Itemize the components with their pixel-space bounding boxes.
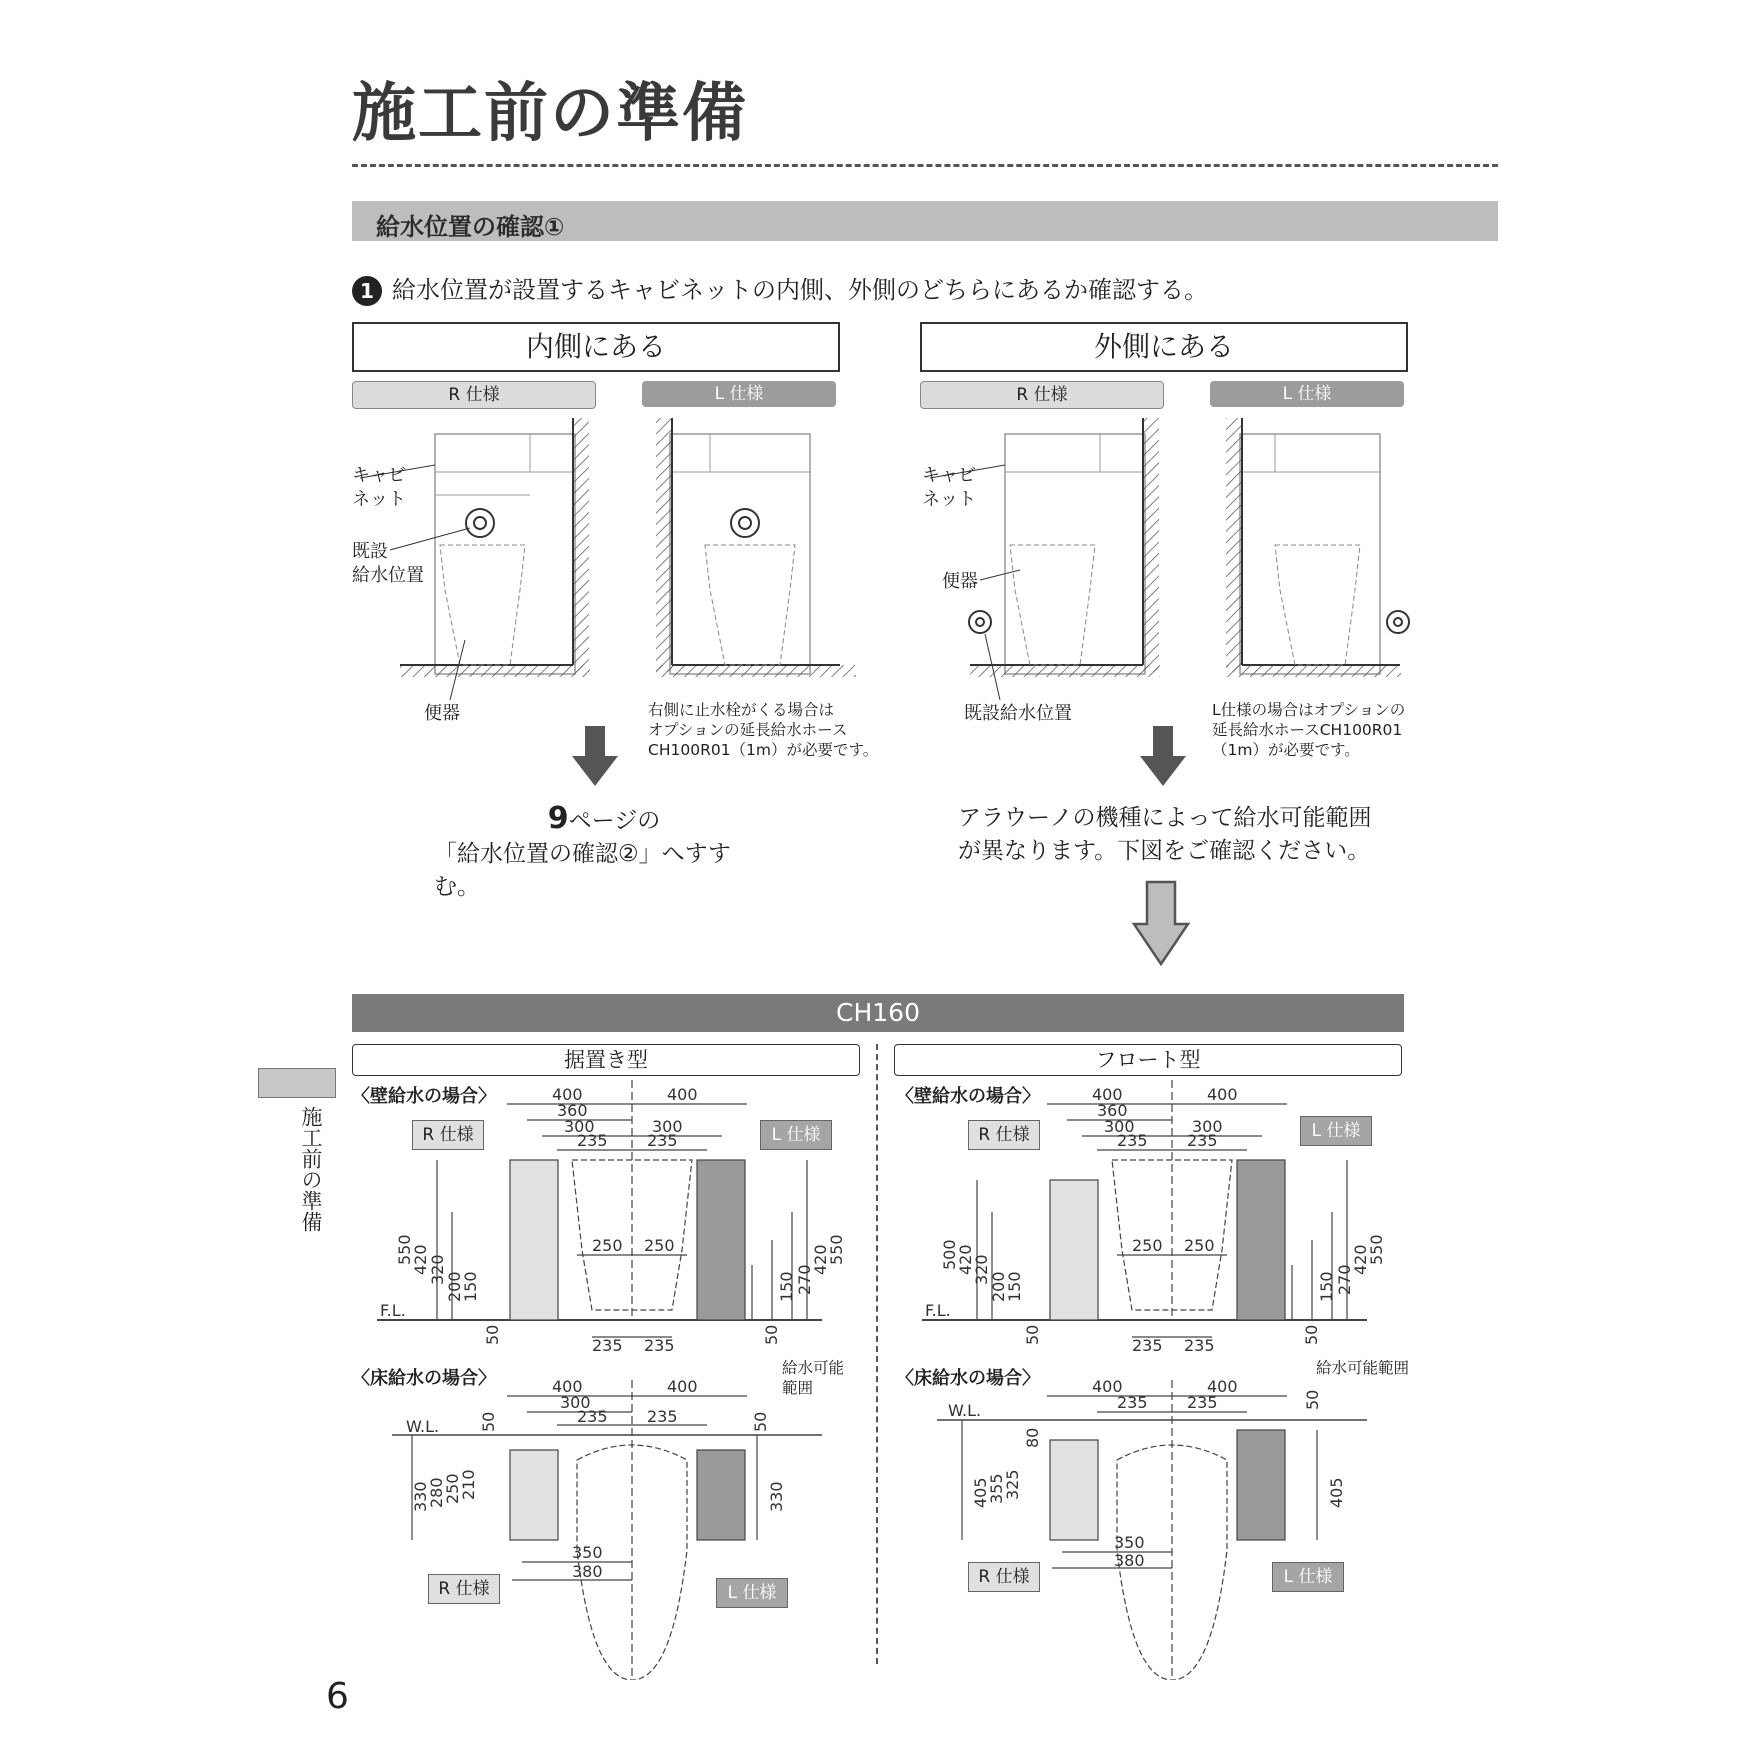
dim-wall-left-400a: 400	[552, 1085, 583, 1104]
tag-wall-right-l: L 仕様	[1300, 1116, 1372, 1146]
dim-wall-right-500: 500	[940, 1239, 959, 1270]
inside-label-existing: 既設 給水位置	[352, 541, 424, 586]
tag-floor-left-r: R 仕様	[428, 1574, 500, 1604]
dim-floor-right-355: 355	[987, 1473, 1006, 1504]
dim-wall-left-r50: 50	[762, 1324, 781, 1345]
wall-supply-right: 〈壁給水の場合〉	[896, 1086, 1040, 1107]
page-number: 6	[326, 1676, 349, 1717]
tag-wall-left-r: R 仕様	[412, 1120, 484, 1150]
outside-r-illustration	[930, 418, 1160, 700]
wl-label-right: W.L.	[948, 1401, 982, 1420]
ch160-dimension-diagrams	[352, 1080, 1412, 1680]
dim-wall-left-300a: 300	[564, 1117, 595, 1136]
down-arrow-outline	[1130, 880, 1192, 968]
dim-floor-left-250: 250	[443, 1473, 462, 1504]
dim-wall-right-150: 150	[1005, 1271, 1024, 1302]
dim-wall-right-r550: 550	[1367, 1234, 1386, 1265]
title-divider	[352, 164, 1498, 167]
tag-wall-right-r: R 仕様	[968, 1120, 1040, 1150]
dim-wall-right-250a: 250	[1132, 1236, 1163, 1255]
dim-wall-left-r420: 420	[811, 1244, 830, 1275]
dim-wall-right-235d: 235	[1184, 1336, 1215, 1355]
dim-wall-right-235c: 235	[1132, 1336, 1163, 1355]
dim-wall-left-200: 200	[445, 1271, 464, 1302]
section-band	[352, 201, 1498, 241]
wall-supply-left: 〈壁給水の場合〉	[352, 1086, 496, 1107]
inside-spec-r: R 仕様	[352, 381, 596, 409]
page-title: 施工前の準備	[352, 77, 748, 151]
outside-label-existing: 既設給水位置	[964, 703, 1072, 724]
result-line1: ページの	[568, 808, 661, 834]
dim-floor-left-330: 330	[411, 1481, 430, 1512]
type-standing: 据置き型	[352, 1044, 860, 1076]
dim-floor-left-r330: 330	[767, 1481, 786, 1512]
dim-floor-left-350: 350	[572, 1543, 603, 1562]
outside-spec-r: R 仕様	[920, 381, 1164, 409]
dim-floor-right-400a: 400	[1092, 1377, 1123, 1396]
step-1	[352, 270, 1208, 306]
dim-floor-left-r50: 50	[751, 1411, 770, 1432]
dim-floor-right-r405: 405	[1327, 1477, 1346, 1508]
step-number: 1	[352, 276, 382, 306]
dim-wall-left-235b: 235	[647, 1131, 678, 1150]
dim-wall-right-r420: 420	[1351, 1244, 1370, 1275]
dim-wall-left-420: 420	[411, 1244, 430, 1275]
dim-wall-right-235b: 235	[1187, 1131, 1218, 1150]
result-page-number: 9	[547, 801, 569, 836]
dim-wall-right-r270: 270	[1335, 1264, 1354, 1295]
dim-wall-right-420: 420	[956, 1244, 975, 1275]
inside-l-illustration	[656, 418, 856, 677]
dim-wall-left-320: 320	[428, 1254, 447, 1285]
range-label-left: 給水可能 範囲	[782, 1359, 845, 1397]
inside-label-cabinet: キャビ ネット	[352, 465, 406, 510]
type-float: フロート型	[894, 1044, 1402, 1076]
dim-wall-right-250b: 250	[1184, 1236, 1215, 1255]
dim-floor-right-400b: 400	[1207, 1377, 1238, 1396]
dim-wall-right-400a: 400	[1092, 1085, 1123, 1104]
inside-spec-l: L 仕様	[642, 381, 836, 407]
installation-illustrations	[340, 410, 1420, 700]
dim-floor-right-50: 50	[1303, 1389, 1322, 1410]
dim-wall-right-300b: 300	[1192, 1117, 1223, 1136]
tag-wall-left-l: L 仕様	[760, 1120, 832, 1150]
dim-wall-left-360: 360	[557, 1101, 588, 1120]
dim-wall-right-200: 200	[989, 1271, 1008, 1302]
outside-arrow	[1138, 726, 1188, 788]
dim-wall-left-235d: 235	[644, 1336, 675, 1355]
dim-wall-right-50: 50	[1023, 1324, 1042, 1345]
dim-floor-right-350: 350	[1114, 1533, 1145, 1552]
outside-label-cabinet: キャビ ネット	[922, 465, 976, 510]
dim-floor-left-300: 300	[560, 1393, 591, 1412]
dim-floor-right-380: 380	[1114, 1551, 1145, 1570]
dim-wall-right-400b: 400	[1207, 1085, 1238, 1104]
dim-floor-right-235b: 235	[1187, 1393, 1218, 1412]
dim-wall-right-r50: 50	[1302, 1324, 1321, 1345]
dim-floor-right-325: 325	[1003, 1469, 1022, 1500]
inside-heading: 内側にある	[352, 322, 840, 372]
tag-floor-left-l: L 仕様	[716, 1578, 788, 1608]
dim-wall-right-360: 360	[1097, 1101, 1128, 1120]
dim-wall-left-150: 150	[461, 1271, 480, 1302]
dim-floor-left-235b: 235	[647, 1407, 678, 1426]
dim-wall-left-r270: 270	[795, 1264, 814, 1295]
outside-note: L仕様の場合はオプションの 延長給水ホースCH100R01 （1m）が必要です。	[1212, 701, 1406, 759]
outside-spec-l: L 仕様	[1210, 381, 1404, 407]
sidebar-tab	[258, 1068, 336, 1098]
dim-floor-left-280: 280	[427, 1477, 446, 1508]
outside-result: アラウーノの機種によって給水可能範囲 が異なります。下図をご確認ください。	[958, 805, 1372, 864]
dim-wall-left-50: 50	[483, 1324, 502, 1345]
sidebar-text: 施工前の準備	[299, 1106, 323, 1232]
dim-wall-left-550: 550	[395, 1234, 414, 1265]
range-label-right: 給水可能範囲	[1316, 1359, 1410, 1377]
tag-floor-right-r: R 仕様	[968, 1562, 1040, 1592]
dim-floor-right-235a: 235	[1117, 1393, 1148, 1412]
step-text: 給水位置が設置するキャビネットの内側、外側のどちらにあるか確認する。	[392, 276, 1208, 304]
dim-wall-left-r550: 550	[827, 1234, 846, 1265]
fl-label-left: F.L.	[380, 1301, 406, 1320]
outside-l-illustration	[1226, 418, 1409, 677]
dim-floor-left-400a: 400	[552, 1377, 583, 1396]
dim-wall-left-235c: 235	[592, 1336, 623, 1355]
dim-floor-left-50: 50	[479, 1411, 498, 1432]
dim-floor-left-210: 210	[459, 1469, 478, 1500]
floor-supply-right: 〈床給水の場合〉	[896, 1368, 1040, 1389]
dim-wall-left-235a: 235	[577, 1131, 608, 1150]
section-title: 給水位置の確認①	[376, 213, 565, 241]
tag-floor-right-l: L 仕様	[1272, 1562, 1344, 1592]
inside-note: 右側に止水栓がくる場合は オプションの延長給水ホース CH100R01（1m）が必要です。	[648, 701, 879, 759]
dim-floor-right-405: 405	[971, 1477, 990, 1508]
dim-wall-left-250b: 250	[644, 1236, 675, 1255]
dim-wall-right-300a: 300	[1104, 1117, 1135, 1136]
dim-wall-right-320: 320	[972, 1254, 991, 1285]
dim-wall-left-r150: 150	[777, 1271, 796, 1302]
inside-label-toilet: 便器	[424, 703, 460, 724]
wl-label-left: W.L.	[406, 1417, 440, 1436]
inside-result	[434, 802, 774, 904]
inside-arrow	[570, 726, 620, 788]
result-line2: 「給水位置の確認②」へすすむ。	[434, 841, 731, 900]
outside-heading: 外側にある	[920, 322, 1408, 372]
dim-wall-left-400b: 400	[667, 1085, 698, 1104]
model-band: CH160	[352, 994, 1404, 1032]
dim-floor-left-400b: 400	[667, 1377, 698, 1396]
dim-floor-left-235a: 235	[577, 1407, 608, 1426]
dim-floor-left-380: 380	[572, 1562, 603, 1581]
dim-floor-right-80: 80	[1023, 1427, 1042, 1448]
outside-label-toilet: 便器	[942, 571, 978, 592]
fl-label-right: F.L.	[925, 1301, 951, 1320]
dim-wall-left-300b: 300	[652, 1117, 683, 1136]
dim-wall-right-235a: 235	[1117, 1131, 1148, 1150]
floor-supply-left: 〈床給水の場合〉	[352, 1368, 496, 1389]
dim-wall-right-r150: 150	[1317, 1271, 1336, 1302]
dim-wall-left-250a: 250	[592, 1236, 623, 1255]
